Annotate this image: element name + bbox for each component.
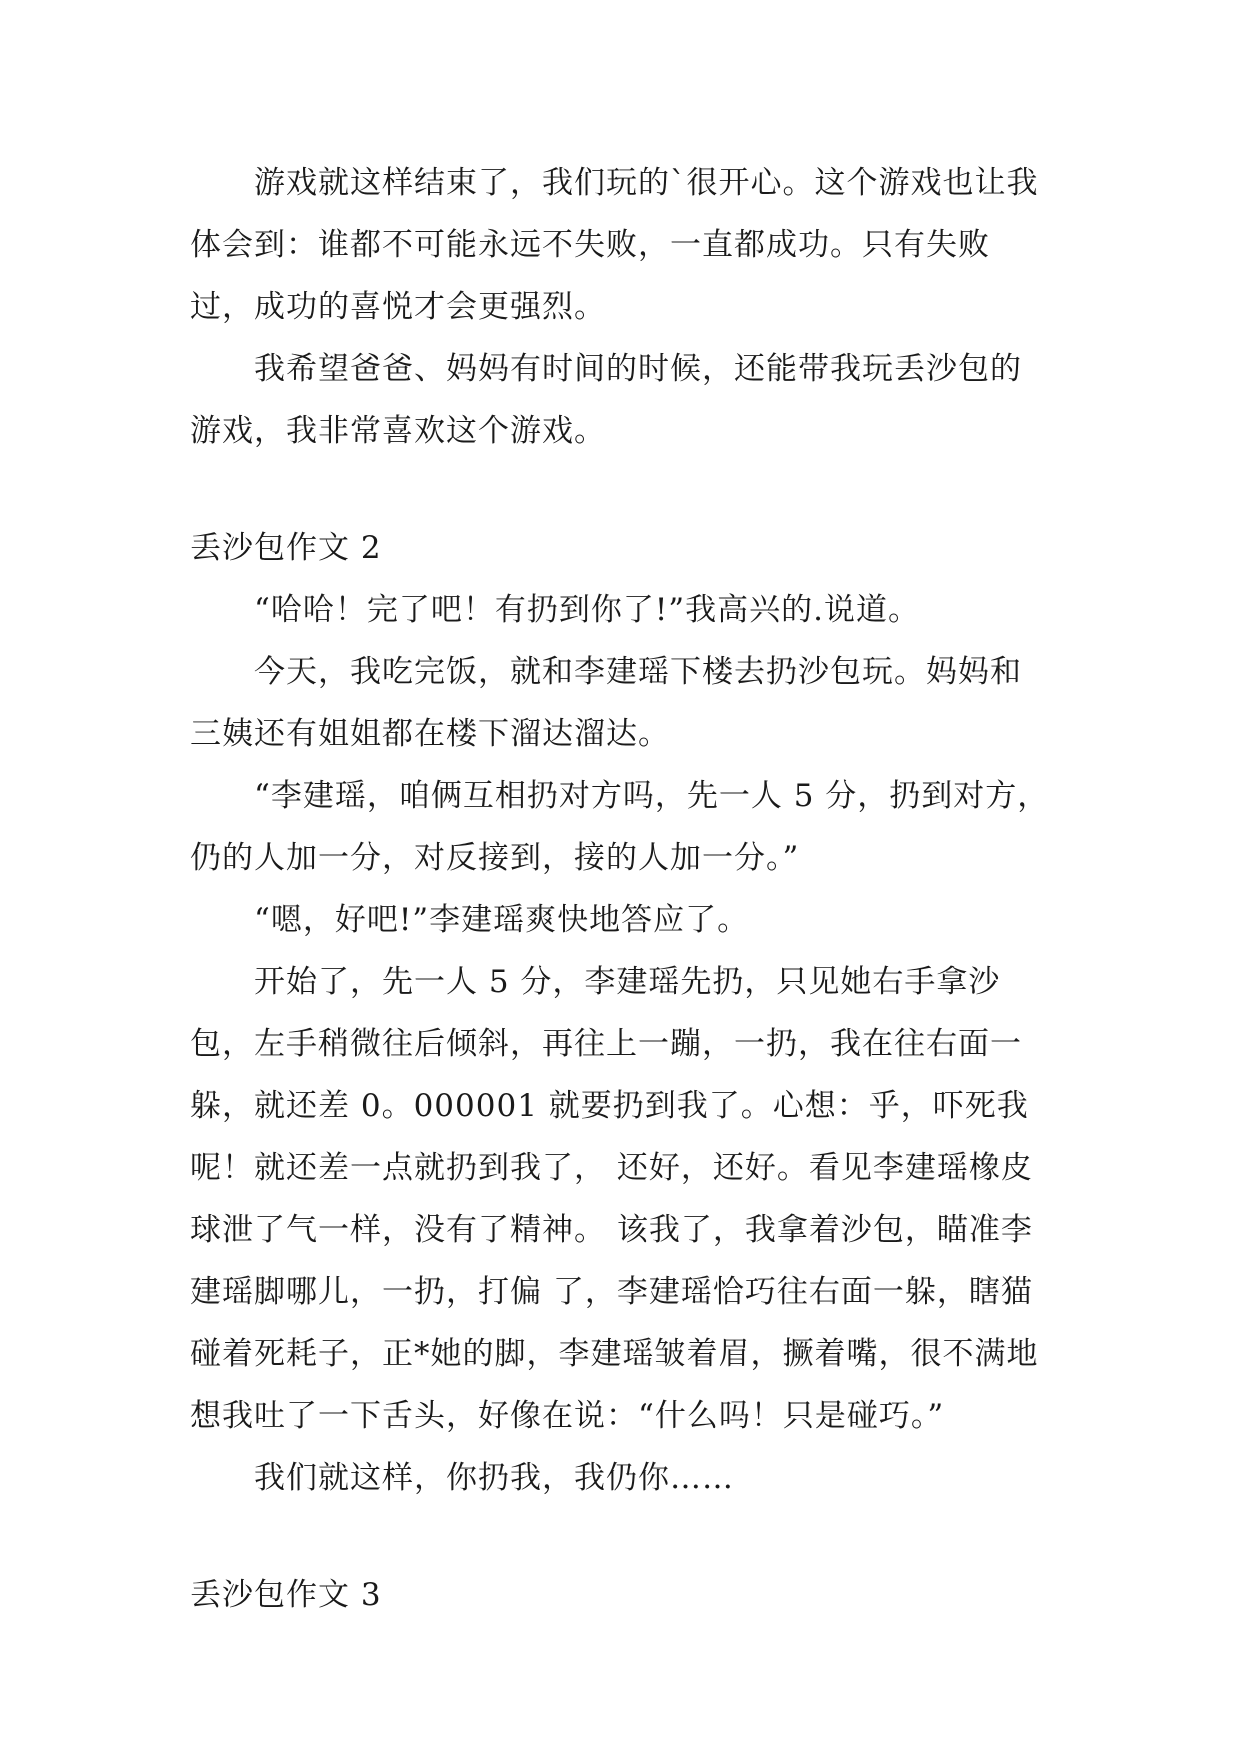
paragraph: 我们就这样，你扔我，我仍你…… [254,1460,734,1496]
paragraph: 开始了，先一人 5 分，李建瑶先扔，只见她右手拿沙包，左手稍微往后倾斜，再往上一蹦，一扔，我在往右面一躲，就还差 0。000001 就要扔到我了。心想：乎，吓死我呢！就还差一点就扔到我了， 还好，还好。看见李建瑶橡皮球泄了气一样，没有了精神。 该我了，我拿着沙包，瞄准李建瑶脚哪儿，一扔，打偏 了，李建瑶恰巧往右面一躲，瞎猫碰着死耗子，正*她的脚，李建瑶皱着眉，撅着嘴，很不满地想我吐了一下舌头，好像在说：“什么吗！只是碰巧。” [190,964,1039,1434]
paragraph: 今天，我吃完饭，就和李建瑶下楼去扔沙包玩。妈妈和三姨还有姐姐都在楼下溜达溜达。 [190,654,1022,752]
paragraph: 我希望爸爸、妈妈有时间的时候，还能带我玩丢沙包的游戏，我非常喜欢这个游戏。 [190,351,1022,449]
paragraph: “哈哈！完了吧！有扔到你了!”我高兴的.说道。 [254,592,921,628]
paragraph: “嗯，好吧!”李建瑶爽快地答应了。 [254,902,750,938]
paragraph: “李建瑶，咱俩互相扔对方吗，先一人 5 分，扔到对方，仍的人加一分，对反接到，接的人加一分。” [190,778,1050,876]
document-body [190,152,1050,1626]
section-heading: 丢沙包作文 3 [190,1577,382,1613]
paragraph: 游戏就这样结束了，我们玩的`很开心。这个游戏也让我体会到：谁都不可能永远不失败，一直都成功。只有失败过，成功的喜悦才会更强烈。 [190,165,1039,325]
section-heading: 丢沙包作文 2 [190,530,382,566]
